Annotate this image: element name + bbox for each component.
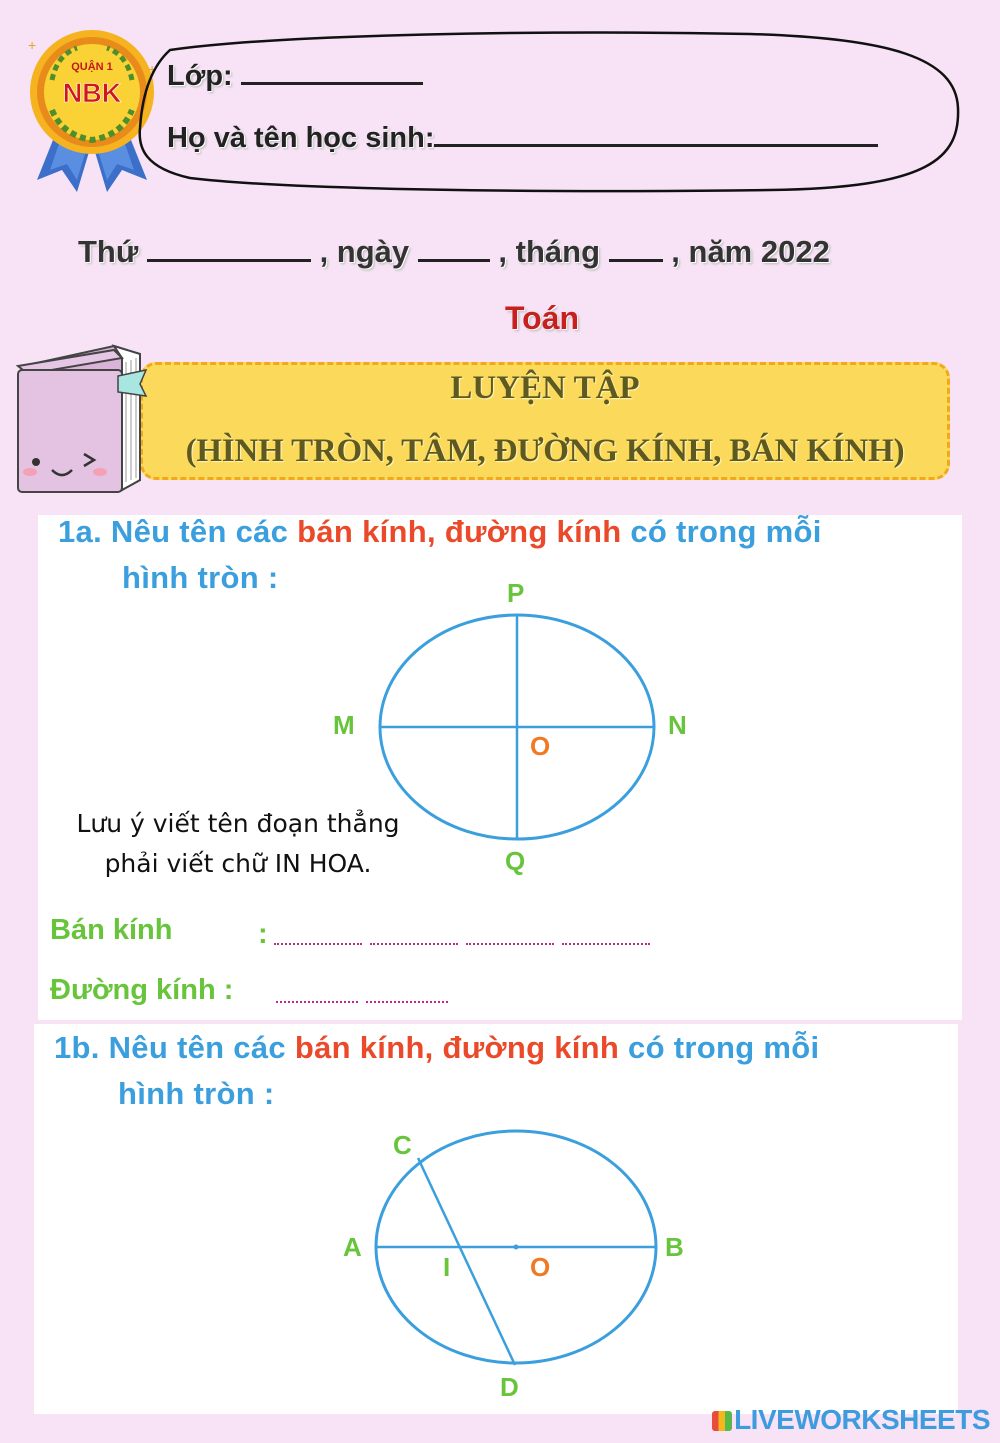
exercise-1a-question-line2: hình tròn : bbox=[122, 560, 279, 595]
uppercase-note bbox=[58, 804, 418, 884]
point-q-label: Q bbox=[505, 846, 526, 876]
radius-colon: : bbox=[258, 918, 268, 950]
chord-cd bbox=[418, 1158, 515, 1365]
diameter-answer-blanks bbox=[276, 990, 456, 1008]
badge-top-text: QUẬN 1 bbox=[71, 61, 113, 73]
radius-label: Bán kính bbox=[50, 914, 173, 946]
note-line-2: phải viết chữ IN HOA. bbox=[104, 849, 372, 878]
date-line bbox=[78, 234, 830, 270]
liveworksheets-logo bbox=[712, 1404, 990, 1436]
diameter-label: Đường kính : bbox=[50, 974, 234, 1006]
point-n-label: N bbox=[668, 710, 687, 740]
point-b-label: B bbox=[665, 1232, 684, 1262]
book-mascot-image bbox=[14, 340, 150, 496]
exercise-1b-question bbox=[54, 1030, 819, 1066]
header-frame bbox=[130, 28, 964, 198]
exercise-1b-prefix: 1b. Nêu tên các bbox=[54, 1030, 295, 1065]
student-name-label: Họ và tên học sinh: bbox=[167, 122, 435, 154]
liveworksheets-text: LIVEWORKSHEETS bbox=[734, 1404, 990, 1435]
center-point-o bbox=[514, 1245, 519, 1250]
note-line-1: Lưu ý viết tên đoạn thẳng bbox=[76, 809, 400, 838]
radius-answer-4[interactable] bbox=[562, 941, 650, 945]
radius-answer-3[interactable] bbox=[466, 941, 554, 945]
point-c-label: C bbox=[393, 1130, 412, 1160]
radius-answer-blanks bbox=[274, 932, 658, 950]
exercise-1b-question-line2: hình tròn : bbox=[118, 1076, 275, 1111]
exercise-1b-suffix: có trong mỗi bbox=[619, 1030, 820, 1065]
liveworksheets-icon bbox=[712, 1411, 732, 1431]
exercise-1a-highlight: bán kính, đường kính bbox=[297, 514, 622, 549]
point-a-label: A bbox=[343, 1232, 362, 1262]
day-blank[interactable] bbox=[418, 259, 490, 262]
title-line-1: LUYỆN TẬP bbox=[450, 370, 640, 406]
weekday-label: Thứ bbox=[78, 234, 139, 269]
student-name-blank[interactable] bbox=[434, 144, 878, 147]
class-label: Lớp: bbox=[167, 60, 233, 92]
radius-answer-2[interactable] bbox=[370, 941, 458, 945]
exercise-1a-question bbox=[58, 514, 822, 550]
month-label: , tháng bbox=[498, 234, 601, 269]
year-label: , năm 2022 bbox=[671, 234, 830, 269]
diameter-answer-1[interactable] bbox=[276, 999, 358, 1003]
title-line-2: (HÌNH TRÒN, TÂM, ĐƯỜNG KÍNH, BÁN KÍNH) bbox=[185, 433, 905, 469]
day-label: , ngày bbox=[319, 234, 410, 269]
svg-text:+: + bbox=[28, 37, 37, 53]
class-blank[interactable] bbox=[241, 82, 423, 85]
point-d-label: D bbox=[500, 1372, 519, 1402]
point-i-label: I bbox=[443, 1252, 451, 1282]
exercise-1a-suffix: có trong mỗi bbox=[621, 514, 822, 549]
student-name-field bbox=[167, 122, 878, 155]
center-o-label-1b: O bbox=[530, 1252, 551, 1282]
center-o-label: O bbox=[530, 731, 551, 761]
diameter-answer-2[interactable] bbox=[366, 999, 448, 1003]
exercise-1a-prefix: 1a. Nêu tên các bbox=[58, 514, 298, 549]
subject-title: Toán bbox=[504, 300, 580, 336]
class-field bbox=[167, 60, 423, 93]
point-p-label: P bbox=[507, 578, 525, 608]
weekday-blank[interactable] bbox=[147, 259, 311, 262]
point-m-label: M bbox=[333, 710, 355, 740]
exercise-1b-highlight: bán kính, đường kính bbox=[294, 1030, 620, 1065]
radius-answer-1[interactable] bbox=[274, 941, 362, 945]
circle-diagram-1b bbox=[370, 1125, 670, 1375]
badge-main-text: NBK bbox=[62, 78, 122, 108]
svg-text:+: + bbox=[148, 61, 157, 77]
month-blank[interactable] bbox=[609, 259, 663, 262]
